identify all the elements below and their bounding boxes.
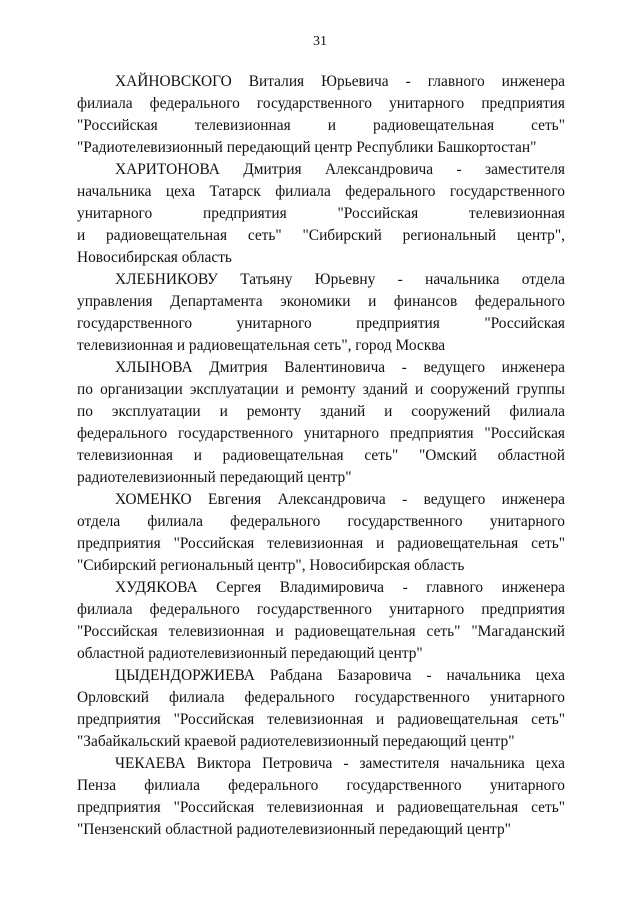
entry-text-line: областной радиотелевизионный передающий центр" [77, 645, 423, 662]
entry-text-line: "Российская телевизионная и радиовещательная сеть" [77, 117, 565, 134]
entry-text-line: "Пензенский областной радиотелевизионный передающий центр" [77, 821, 511, 838]
entry-text-line: телевизионная и радиовещательная сеть", город Москва [77, 337, 446, 354]
entry-text-line: Пенза филиала федерального государственного унитарного [77, 777, 565, 794]
entry-text-line: радиотелевизионный передающий центр" [77, 469, 352, 486]
entry-text-line: государственного унитарного предприятия "Российская [77, 315, 565, 332]
entry-text-line: по организации эксплуатации и ремонту зданий и сооружений группы [77, 381, 565, 398]
entry-heading-line: ЧЕКАЕВА Виктора Петровича - заместителя начальника цеха [115, 755, 565, 772]
entry-text-line: филиала федерального государственного унитарного предприятия [77, 601, 565, 618]
entry-text-line: филиала федерального государственного унитарного предприятия [77, 95, 565, 112]
list-item [77, 577, 565, 665]
entry-heading-line: ХОМЕНКО Евгения Александровича - ведущего инженера [115, 491, 565, 508]
entry-text-line: и радиовещательная сеть" "Сибирский региональный центр", [77, 227, 565, 244]
award-list [77, 71, 565, 841]
entry-text-line: по эксплуатации и ремонту зданий и сооружений филиала [77, 403, 565, 420]
entry-text-line: телевизионная и радиовещательная сеть" "Омский областной [77, 447, 565, 464]
entry-text-line: федерального государственного унитарного предприятия "Российская [77, 425, 565, 442]
page-number: 31 [313, 34, 327, 49]
entry-heading-line: ХЛЫНОВА Дмитрия Валентиновича - ведущего инженера [115, 359, 565, 376]
list-item [77, 71, 565, 159]
entry-text-line: "Забайкальский краевой радиотелевизионный передающий центр" [77, 733, 515, 750]
list-item [77, 269, 565, 357]
entry-text-line: предприятия "Российская телевизионная и радиовещательная сеть" [77, 799, 565, 816]
list-item [77, 489, 565, 577]
entry-text-line: "Российская телевизионная и радиовещательная сеть" "Магаданский [77, 623, 565, 640]
list-item [77, 753, 565, 841]
entry-text-line: предприятия "Российская телевизионная и радиовещательная сеть" [77, 535, 565, 552]
list-item [77, 665, 565, 753]
entry-heading-line: ЦЫДЕНДОРЖИЕВА Рабдана Базаровича - начальника цеха [115, 667, 565, 684]
list-item [77, 159, 565, 269]
entry-text-line: управления Департамента экономики и финансов федерального [77, 293, 565, 310]
entry-text-line: Орловский филиала федерального государственного унитарного [77, 689, 565, 706]
entry-text-line: унитарного предприятия "Российская телевизионная [77, 205, 565, 222]
entry-text-line: отдела филиала федерального государственного унитарного [77, 513, 565, 530]
entry-text-line: начальника цеха Татарск филиала федерального государственного [77, 183, 565, 200]
entry-text-line: предприятия "Российская телевизионная и радиовещательная сеть" [77, 711, 565, 728]
list-item [77, 357, 565, 489]
entry-heading-line: ХАРИТОНОВА Дмитрия Александровича - заместителя [115, 161, 565, 178]
entry-text-line: "Радиотелевизионный передающий центр Республики Башкортостан" [77, 139, 537, 156]
entry-heading-line: ХАЙНОВСКОГО Виталия Юрьевича - главного инженера [115, 73, 565, 90]
entry-text-line: "Сибирский региональный центр", Новосибирская область [77, 557, 465, 574]
entry-heading-line: ХЛЕБНИКОВУ Татьяну Юрьевну - начальника отдела [115, 271, 565, 288]
entry-heading-line: ХУДЯКОВА Сергея Владимировича - главного инженера [115, 579, 565, 596]
entry-text-line: Новосибирская область [77, 249, 232, 266]
